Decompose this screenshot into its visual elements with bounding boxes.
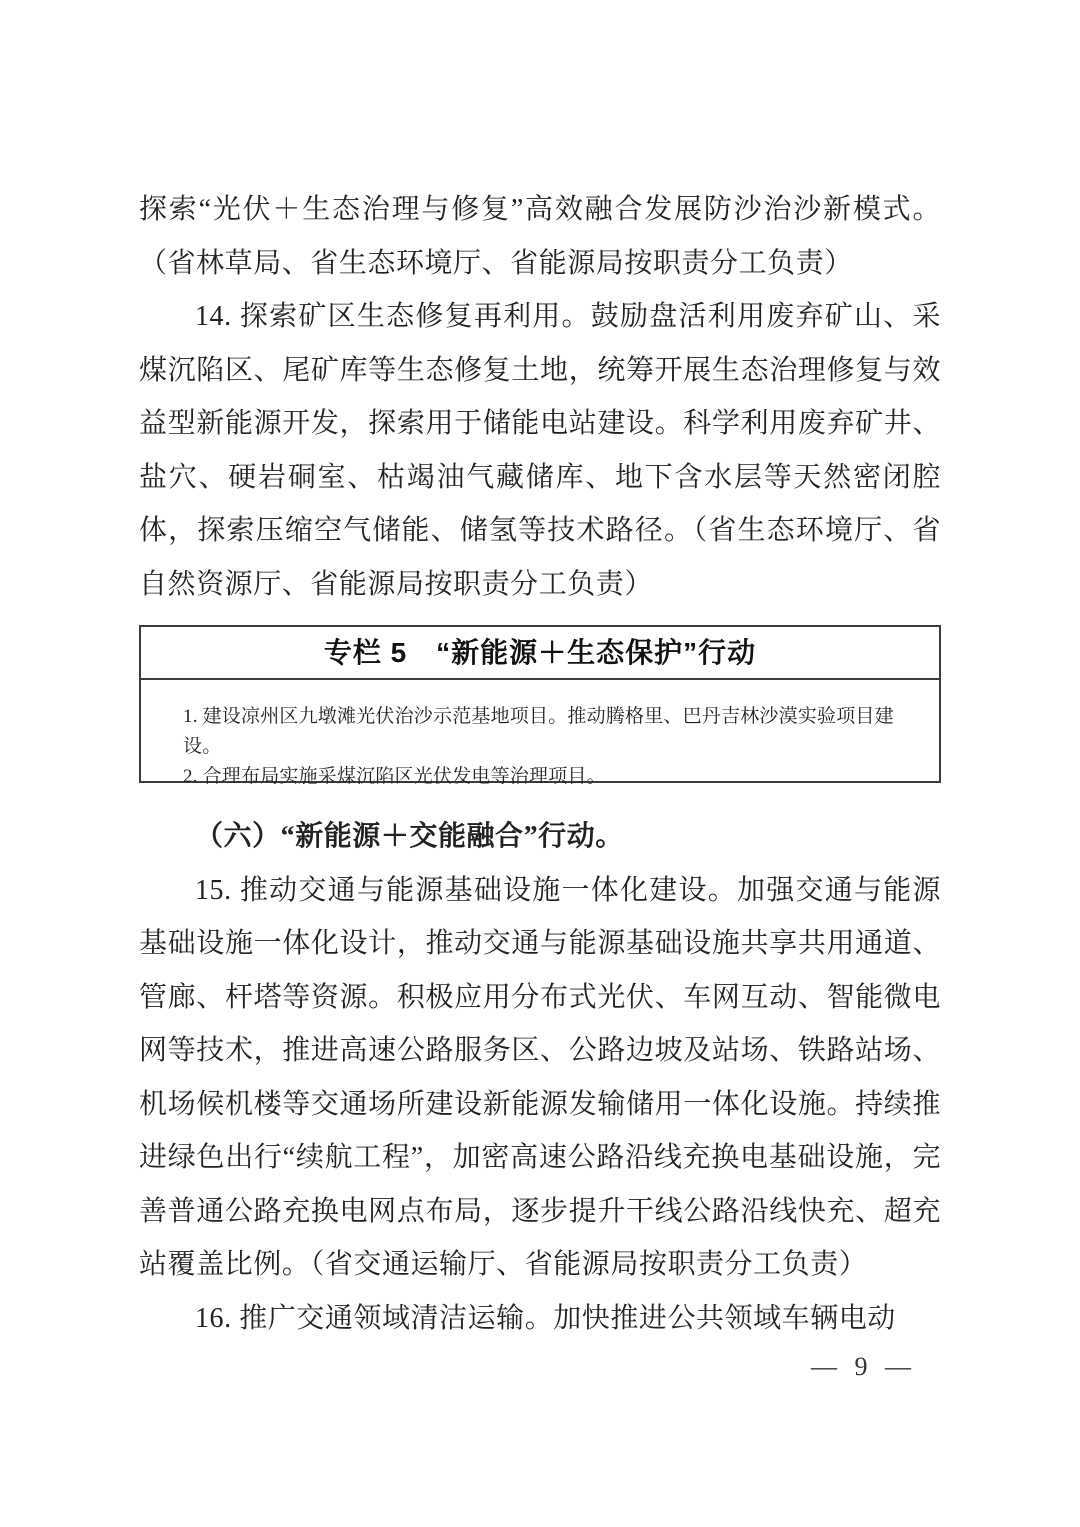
page-number: — 9 —	[811, 1352, 912, 1381]
callout-box-title: 专栏 5 “新能源＋生态保护”行动	[141, 627, 939, 680]
callout-item-1: 1. 建设凉州区九墩滩光伏治沙示范基地项目。推动腾格里、巴丹吉林沙漠实验项目建设。	[183, 706, 894, 757]
callout-item-2: 2. 合理布局实施采煤沉陷区光伏发电等治理项目。	[183, 766, 606, 787]
paragraph-16-partial: 16. 推广交通领域清洁运输。加快推进公共领域车辆电动	[195, 1302, 896, 1334]
paragraph-15: 15. 推动交通与能源基础设施一体化建设。加强交通与能源基础设施一体化设计，推动交通与能源基础设施共享共用通道、管廊、杆塔等资源。积极应用分布式光伏、车网互动、智能微电网等技术，推进高速公路服务区、公路边坡及站场、铁路站场、机场候机楼等交通场所建设新能源发输储用一体化设施。持续推进绿色出行“续航工程”，加密高速公路沿线充换电基础设施，完善普通公路充换电网点布局，逐步提升干线公路沿线快充、超充站覆盖比例。（省交通运输厅、省能源局按职责分工负责）	[139, 874, 941, 1280]
section-heading-six: （六）“新能源＋交能融合”行动。	[195, 821, 624, 852]
callout-box-column-5	[139, 625, 941, 787]
paragraph-14: 14. 探索矿区生态修复再利用。鼓励盘活利用废弃矿山、采煤沉陷区、尾矿库等生态修复土地，统筹开展生态治理修复与效益型新能源开发，探索用于储能电站建设。科学利用废弃矿井、盐穴、硬岩硐室、枯竭油气藏储库、地下含水层等天然密闭腔体，探索压缩空气储能、储氢等技术路径。（省生态环境厅、省自然资源厅、省能源局按职责分工负责）	[139, 301, 941, 600]
paragraph-continuation: 探索“光伏＋生态治理与修复”高效融合发展防沙治沙新模式。（省林草局、省生态环境厅、省能源局按职责分工负责）	[139, 194, 941, 279]
callout-box-body	[141, 680, 939, 792]
body-text-column	[139, 183, 941, 1345]
